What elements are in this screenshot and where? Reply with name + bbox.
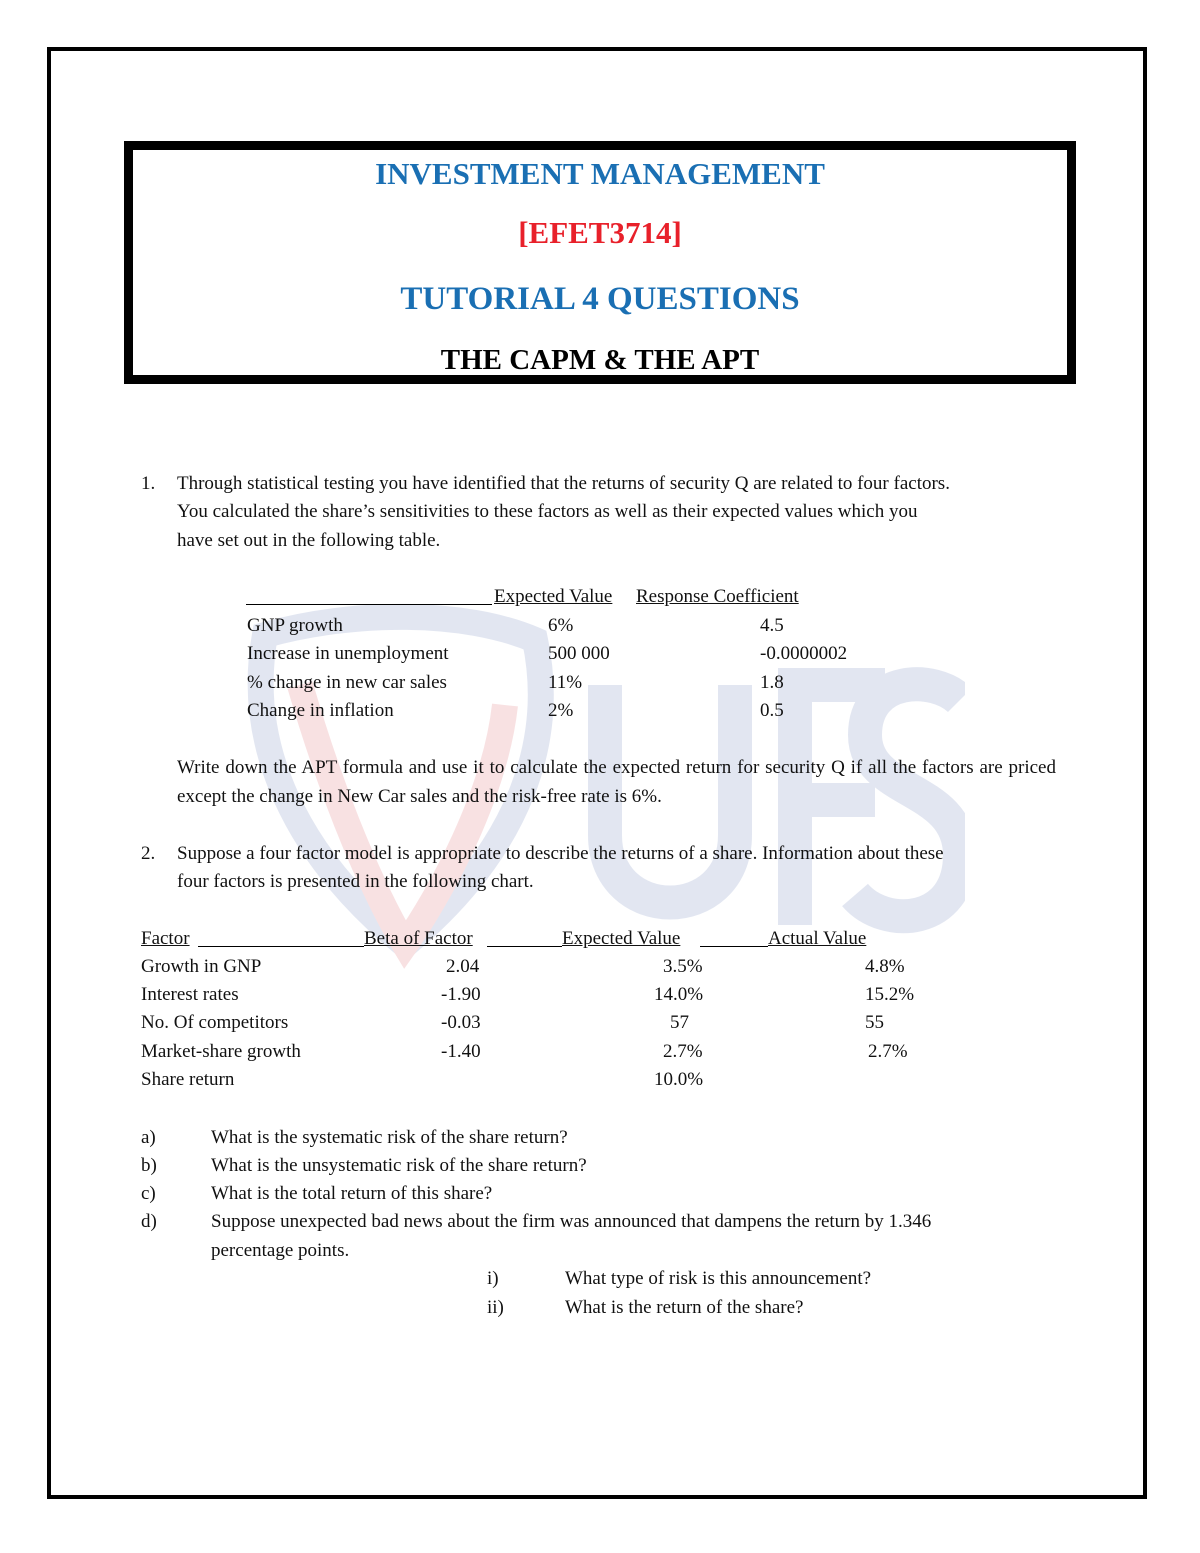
question-2-number: 2. [141,843,156,864]
table-1-coef: -0.0000002 [760,643,848,664]
part-label: d) [141,1211,157,1232]
part-text: What is the unsystematic risk of the share return? [211,1155,587,1176]
topic-subtitle: THE CAPM & THE APT [440,344,760,376]
table-1-header-coefficient: Response Coefficient [636,586,799,607]
table-2-actual: 55 [865,1012,884,1033]
table-2-factor: Growth in GNP [141,956,262,977]
table-1-header-rule [246,604,492,605]
part-text: What is the systematic risk of the share return? [211,1127,568,1148]
question-1-instruction: Write down the APT formula and use it to calculate the expected return for security Q if all the factors are priced except the change in New Car sales and the risk-free rate is 6%. [177,757,1056,807]
question-1-line-2: You calculated the share’s sensitivities to these factors as well as their expected values which you [177,501,918,522]
subpart-text: What type of risk is this announcement? [565,1268,872,1289]
table-2-expected: 10.0% [654,1069,704,1090]
table-1-factor: GNP growth [247,615,343,636]
title-box [124,141,1076,384]
part-text: What is the total return of this share? [211,1183,493,1204]
table-2-actual: 2.7% [868,1041,908,1062]
table-1-coef: 4.5 [760,615,784,636]
table-2-header-rule [198,946,364,947]
table-2-expected: 14.0% [654,984,704,1005]
subpart-text: What is the return of the share? [565,1297,804,1318]
tutorial-heading: TUTORIAL 4 QUESTIONS [400,281,800,317]
table-1-coef: 1.8 [760,672,784,693]
table-1-factor: Increase in unemployment [247,643,449,664]
question-2-line-1: Suppose a four factor model is appropriate to describe the returns of a share. Information about these [177,843,944,864]
table-2-expected: 2.7% [663,1041,703,1062]
table-1-factor: % change in new car sales [247,672,447,693]
table-2-beta: -0.03 [441,1012,481,1033]
table-2-beta: 2.04 [446,956,480,977]
table-1-expected: 2% [548,700,574,721]
subpart-label: ii) [487,1297,504,1318]
part-text: Suppose unexpected bad news about the firm was announced that dampens the return by 1.346 [211,1211,932,1232]
table-2-actual: 4.8% [865,956,905,977]
table-2-header-actual: Actual Value [768,928,867,949]
table-2-header-rule [487,946,562,947]
table-2-header-expected: Expected Value [562,928,681,949]
question-2-line-2: four factors is presented in the following chart. [177,871,534,892]
subpart-label: i) [487,1268,499,1289]
table-2-factor: Market-share growth [141,1041,301,1062]
table-2-beta: -1.90 [441,984,481,1005]
table-1-coef: 0.5 [760,700,784,721]
part-label: a) [141,1127,156,1148]
table-1-header-expected: Expected Value [494,586,613,607]
table-1-expected: 11% [548,672,583,693]
table-2-header-factor: Factor [141,928,190,949]
question-1-line-1: Through statistical testing you have identified that the returns of security Q are related to four factors. [177,473,950,494]
question-1-number: 1. [141,473,156,494]
table-1-factor: Change in inflation [247,700,394,721]
part-label: b) [141,1155,157,1176]
table-2-factor: Share return [141,1069,235,1090]
table-1-expected: 500 000 [548,643,610,664]
table-2-factor: Interest rates [141,984,239,1005]
table-2-factor: No. Of competitors [141,1012,289,1033]
table-2-header-rule [700,946,768,947]
table-2-expected: 57 [670,1012,689,1033]
part-text-continued: percentage points. [211,1240,350,1261]
table-2-beta: -1.40 [441,1041,481,1062]
table-1-expected: 6% [548,615,574,636]
question-1-line-3: have set out in the following table. [177,530,441,551]
table-2-expected: 3.5% [663,956,703,977]
document-title: INVESTMENT MANAGEMENT [375,156,825,191]
table-2-actual: 15.2% [865,984,915,1005]
course-code: [EFET3714] [518,215,682,250]
part-label: c) [141,1183,156,1204]
table-2-header-beta: Beta of Factor [364,928,473,949]
